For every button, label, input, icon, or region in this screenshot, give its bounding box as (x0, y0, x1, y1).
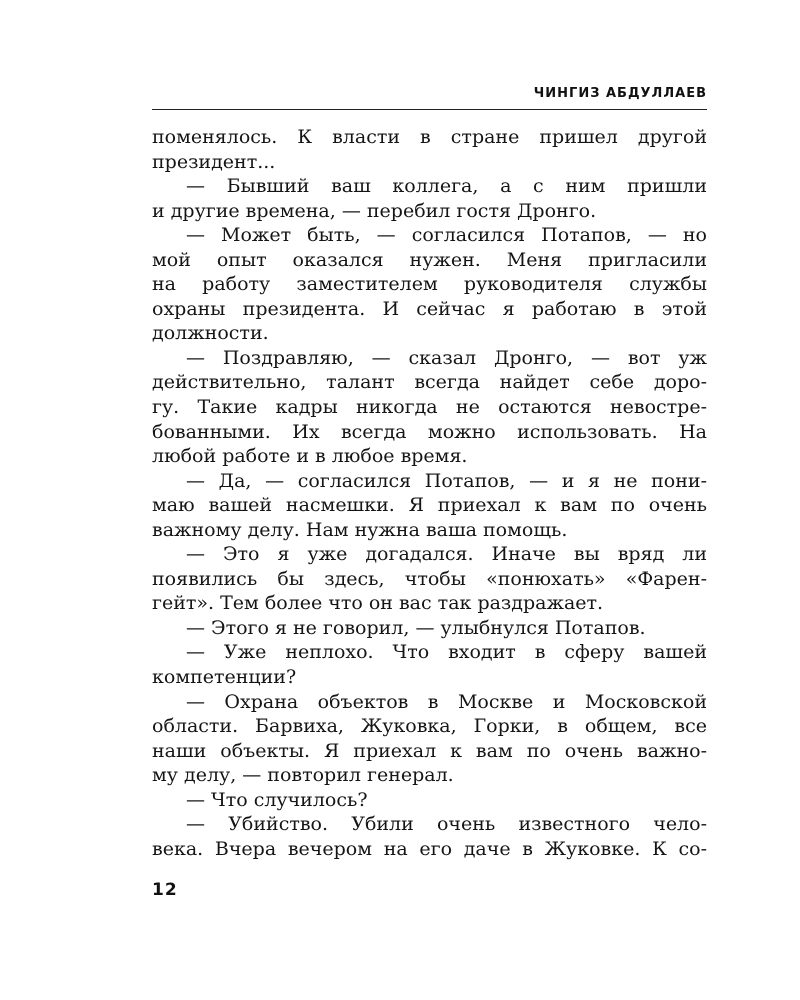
text-line: — Бывший ваш коллега, а с ним пришли (186, 175, 707, 198)
text-line: области. Барвиха, Жуковка, Горки, в общем, все (152, 715, 707, 738)
text-line: — Поздравляю, — сказал Дронго, — вот уж (186, 346, 707, 369)
text-line: важному делу. Нам нужна ваша помощь. (152, 518, 568, 541)
text-line: должности. (152, 322, 269, 345)
text-line: — Этого я не говорил, — улыбнулся Потапов. (186, 616, 646, 639)
text-line: на работу заместителем руководителя службы (152, 273, 707, 296)
text-line: компетенции? (152, 666, 297, 689)
text-line: гу. Такие кадры никогда не остаются невостре- (152, 396, 707, 419)
body-text (152, 125, 707, 861)
text-line: мой опыт оказался нужен. Меня пригласили (152, 248, 707, 271)
text-line: поменялось. К власти в стране пришел другой (152, 126, 707, 148)
running-header-author: ЧИНГИЗ АБДУЛЛАЕВ (533, 86, 707, 101)
text-line: — Охрана объектов в Москве и Московской (186, 690, 707, 713)
text-line: и другие времена, — перебил гостя Дронго. (152, 199, 597, 222)
text-line: — Это я уже догадался. Иначе вы вряд ли (186, 543, 707, 566)
text-line: президент... (152, 150, 276, 173)
text-line: действительно, талант всегда найдет себе доро- (152, 371, 707, 394)
header-rule (152, 109, 707, 110)
text-line: — Уже неплохо. Что входит в сферу вашей (186, 641, 707, 664)
text-line: гейт». Тем более что он вас так раздражает. (152, 592, 604, 615)
page-number: 12 (152, 880, 178, 900)
text-line: — Что случилось? (186, 788, 368, 811)
text-line: бованными. Их всегда можно использовать. На (152, 420, 707, 443)
text-line: маю вашей насмешки. Я приехал к вам по очень (152, 494, 707, 517)
text-line: любой работе и в любое время. (152, 445, 468, 468)
text-line: — Да, — согласился Потапов, — и я не пони- (186, 469, 707, 492)
text-line: охраны президента. И сейчас я работаю в этой (152, 297, 707, 320)
text-line: му делу, — повторил генерал. (152, 764, 454, 787)
text-line: века. Вчера вечером на его даче в Жуковке. К со- (152, 837, 707, 860)
text-line: появились бы здесь, чтобы «понюхать» «Фарен- (152, 567, 707, 590)
text-line: наши объекты. Я приехал к вам по очень важно- (152, 739, 707, 762)
text-line: — Может быть, — согласился Потапов, — но (186, 224, 707, 247)
text-line: — Убийство. Убили очень известного чело- (186, 813, 707, 836)
